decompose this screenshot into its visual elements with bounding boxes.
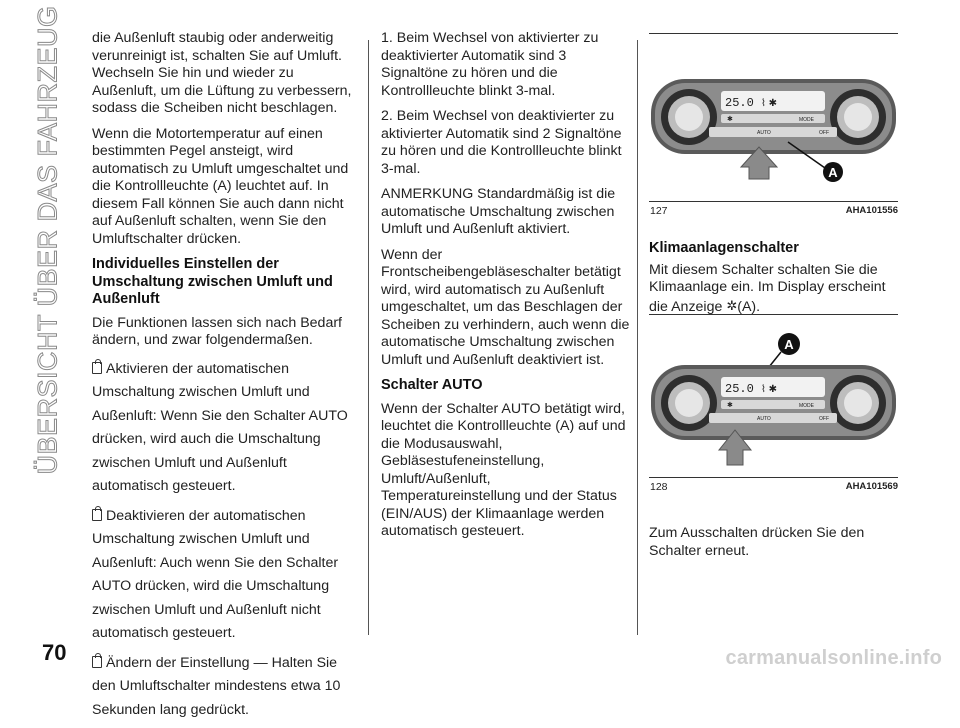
lock-icon [92, 656, 102, 668]
figure-rule [649, 33, 898, 34]
lock-icon [92, 362, 102, 374]
paragraph: die Außenluft staubig oder anderweitig verunreinigt ist, schalten Sie auf Umluft. Wechseln Sie hin und wieder zu Außenluft, um die Lüftung zu verbessern, sodass die Scheiben nicht beschlagen. [92, 30, 352, 116]
paragraph [649, 262, 899, 317]
lock-icon [92, 509, 102, 521]
column-divider [637, 40, 638, 635]
figure-number: 128 [650, 481, 668, 493]
climate-panel-illustration [649, 39, 898, 199]
paragraph: Wenn der Frontscheibengebläseschalter betätigt wird, wird automatisch zu Außenluft umgeschaltet, um das Beschlagen der Scheiben zu verhindern, auch wenn die automatische Umschaltung zwischen Umluft und Außenluft deaktiviert ist. [381, 246, 630, 368]
figure-rule [649, 201, 898, 202]
callout-letter: A [828, 165, 838, 180]
text-column-3-bottom [649, 525, 899, 560]
page-number: 70 [42, 640, 67, 665]
temp-knob-center [675, 389, 703, 417]
fan-knob-center [844, 103, 872, 131]
section-title-text: ÜBERSICHT ÜBER DAS FAHRZEUG [32, 5, 63, 475]
section-heading: Individuelles Einstellen der Umschaltung zwischen Umluft und Außenluft [92, 256, 333, 307]
fan-knob-center [844, 389, 872, 417]
ac-icon: ✱ [727, 116, 733, 123]
callout-letter: A [784, 337, 794, 352]
figure-128 [649, 314, 898, 494]
list-item [92, 652, 354, 723]
figure-code: AHA101569 [845, 481, 898, 492]
figure-code: AHA101556 [845, 205, 898, 216]
paragraph-text: Mit diesem Schalter schalten Sie die Klimaanlage ein. Im Display erscheint die Anzeige [649, 261, 886, 315]
note-paragraph: ANMERKUNG Standardmäßig ist die automatische Umschaltung zwischen Umluft und Außenluft aktiviert. [381, 186, 616, 237]
fan-icon: ⌇ ✱ [761, 384, 778, 395]
section-heading: Klimaanlagenschalter [649, 240, 799, 256]
paragraph: Wenn der Schalter AUTO betätigt wird, leuchtet die Kontrollleuchte (A) auf und die Modusauswahl, Gebläsestufeneinstellung, Umluft/Außenluft, Temperatureinstellung und der Status (EIN/AUS) der Klimaanlage werden automatisch gesteuert. [381, 400, 626, 539]
mode-label: MODE [799, 403, 814, 409]
figure-rule [649, 314, 898, 315]
figure-number: 127 [650, 205, 668, 217]
text-column-2 [381, 30, 631, 549]
mode-label: MODE [799, 117, 814, 123]
paragraph: Zum Ausschalten drücken Sie den Schalter erneut. [649, 525, 865, 559]
off-label: OFF [819, 416, 829, 422]
column-divider [368, 40, 369, 635]
list-item-text: Deaktivieren der automatischen Umschaltung zwischen Umluft und Außenluft: Auch wenn Sie den Schalter AUTO drücken, wird die Umschaltung zwischen Umluft und Außenluft nicht automatisch gesteuert. [92, 507, 339, 641]
list-item [92, 505, 354, 646]
paragraph: 2. Beim Wechsel von deaktivierter zu aktivierter Automatik sind 2 Signaltöne zu hören und die Kontrollleuchte blinkt 3-mal. [381, 108, 622, 177]
auto-label: AUTO [757, 416, 771, 422]
temp-knob-center [675, 103, 703, 131]
text-column-3 [649, 240, 899, 316]
figure-127 [649, 33, 898, 218]
ac-icon: ✱ [727, 402, 733, 409]
button-row-lower [709, 413, 837, 423]
section-side-title [18, 5, 78, 475]
ac-snowflake-icon: ✲ [726, 297, 738, 313]
paragraph-text: (A). [737, 298, 761, 315]
display-text: 25.0 [725, 382, 754, 396]
list-item-text: Ändern der Einstellung — Halten Sie den Umluftschalter mindestens etwa 10 Sekunden lang gedrückt. [92, 654, 341, 718]
figure-rule [649, 477, 898, 478]
list-item [92, 358, 354, 499]
list-item-text: Aktivieren der automatischen Umschaltung zwischen Umluft und Außenluft: Wenn Sie den Schalter AUTO drücken, wird auch die Umschaltung zwischen Umluft und Außenluft automatisch gesteuert. [92, 360, 348, 494]
paragraph: 1. Beim Wechsel von aktivierter zu deaktivierter Automatik sind 3 Signaltöne zu hören und die Kontrollleuchte blinkt 3-mal. [381, 30, 599, 99]
auto-label: AUTO [757, 130, 771, 136]
button-row-lower [709, 127, 837, 137]
section-heading: Schalter AUTO [381, 377, 483, 393]
paragraph: Wenn die Motortemperatur auf einen bestimmten Pegel ansteigt, wird automatisch zu Umluft umgeschaltet und die Kontrollleuchte (A) leuchtet auf. In diesem Fall können Sie auch dann nicht auf Außenluft schalten, wenn Sie den Umluftschalter drücken. [92, 125, 349, 247]
display-text: 25.0 [725, 96, 754, 110]
text-column-1 [92, 30, 354, 728]
paragraph: Die Funktionen lassen sich nach Bedarf ändern, und zwar folgendermaßen. [92, 314, 342, 348]
climate-panel-illustration [649, 320, 898, 480]
off-label: OFF [819, 130, 829, 136]
watermark: carmanualsonline.info [725, 647, 942, 669]
fan-icon: ⌇ ✱ [761, 98, 778, 109]
